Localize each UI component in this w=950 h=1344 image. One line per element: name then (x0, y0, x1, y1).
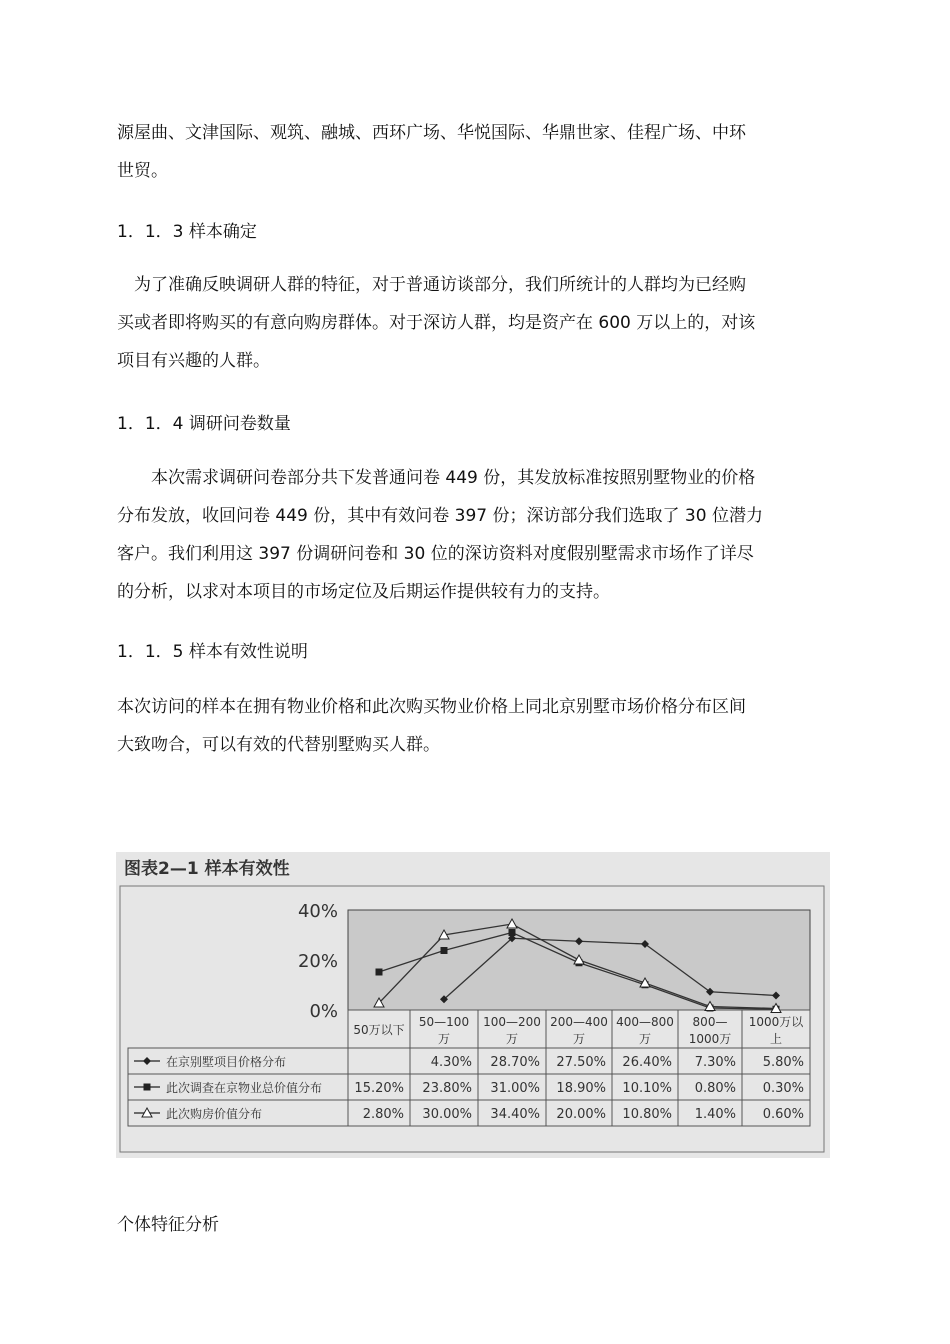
x-tick-label: 万 (505, 1032, 519, 1046)
intro-line: 世贸。 (117, 161, 168, 181)
legend-label: 此次调查在京物业总价值分布 (166, 1081, 323, 1095)
data-label: 0.30% (762, 1081, 804, 1096)
figure-sample-validity (116, 852, 830, 1158)
x-tick-label: 400—800 (616, 1015, 674, 1029)
x-tick-label: 50—100 (418, 1015, 470, 1029)
data-label: 23.80% (422, 1081, 472, 1096)
intro-paragraph (117, 114, 833, 190)
legend-label: 此次购房价值分布 (166, 1107, 263, 1121)
data-label: 15.20% (354, 1081, 404, 1096)
paragraph-line: 本次访问的样本在拥有物业价格和此次购买物业价格上同北京别墅市场价格分布区间 (117, 697, 746, 717)
data-label: 18.90% (556, 1081, 606, 1096)
chart-title: 图表2—1 样本有效性 (124, 859, 290, 879)
paragraph-line: 为了准确反映调研人群的特征，对于普通访谈部分，我们所统计的人群均为已经购 (117, 275, 746, 295)
data-label: 5.80% (762, 1055, 804, 1070)
x-tick-label: 50万以下 (353, 1023, 405, 1037)
section-113-heading: 1．1．3 样本确定 (117, 222, 257, 242)
data-label: 2.80% (362, 1107, 404, 1122)
data-label: 20.00% (556, 1107, 606, 1122)
x-tick-label: 万 (437, 1032, 451, 1046)
section-individual-heading: 个体特征分析 (117, 1215, 219, 1235)
paragraph-line: 本次需求调研问卷部分共下发普通问卷 449 份，其发放标准按照别墅物业的价格 (117, 468, 756, 488)
x-tick-label: 800— (692, 1015, 728, 1029)
section-115-paragraph (117, 688, 833, 764)
paragraph-line: 分布发放，收回问卷 449 份，其中有效问卷 397 份；深访部分我们选取了 30 位潜力 (117, 506, 763, 526)
paragraph-line: 的分析，以求对本项目的市场定位及后期运作提供较有力的支持。 (117, 582, 610, 602)
section-115-heading: 1．1．5 样本有效性说明 (117, 642, 308, 662)
x-tick-label: 万 (638, 1032, 652, 1046)
data-label: 31.00% (490, 1081, 540, 1096)
paragraph-line: 客户。我们利用这 397 份调研问卷和 30 位的深访资料对度假别墅需求市场作了详尽 (117, 544, 754, 564)
data-point (376, 969, 383, 976)
y-tick-label: 20% (297, 951, 338, 972)
data-label: 0.60% (762, 1107, 804, 1122)
section-114-heading: 1．1．4 调研问卷数量 (117, 414, 291, 434)
x-tick-label: 1000万以 (748, 1015, 804, 1029)
data-point (509, 929, 516, 936)
data-label: 34.40% (490, 1107, 540, 1122)
data-label: 10.10% (622, 1081, 672, 1096)
data-label: 7.30% (694, 1055, 736, 1070)
paragraph-line: 买或者即将购买的有意向购房群体。对于深访人群，均是资产在 600 万以上的，对该 (117, 313, 756, 333)
section-113-paragraph (117, 266, 833, 380)
legend-marker (144, 1084, 151, 1091)
y-tick-label: 0% (309, 1001, 338, 1022)
y-tick-label: 40% (297, 901, 338, 922)
data-label: 27.50% (556, 1055, 606, 1070)
data-label: 10.80% (622, 1107, 672, 1122)
data-label: 30.00% (422, 1107, 472, 1122)
paragraph-line: 大致吻合，可以有效的代替别墅购买人群。 (117, 735, 440, 755)
x-tick-label: 200—400 (550, 1015, 608, 1029)
x-tick-label: 万 (572, 1032, 586, 1046)
data-label: 1.40% (694, 1107, 736, 1122)
intro-line: 源屋曲、文津国际、观筑、融城、西环广场、华悦国际、华鼎世家、佳程广场、中环 (117, 123, 746, 143)
chart-svg (116, 852, 830, 1158)
paragraph-line: 项目有兴趣的人群。 (117, 351, 270, 371)
x-tick-label: 上 (769, 1032, 783, 1046)
data-label: 4.30% (430, 1055, 472, 1070)
x-tick-label: 1000万 (688, 1032, 732, 1046)
legend-label: 在京别墅项目价格分布 (166, 1055, 287, 1069)
x-tick-label: 100—200 (483, 1015, 541, 1029)
section-114-paragraph (117, 459, 833, 611)
data-point (441, 947, 448, 954)
data-label: 0.80% (694, 1081, 736, 1096)
data-label: 26.40% (622, 1055, 672, 1070)
data-label: 28.70% (490, 1055, 540, 1070)
